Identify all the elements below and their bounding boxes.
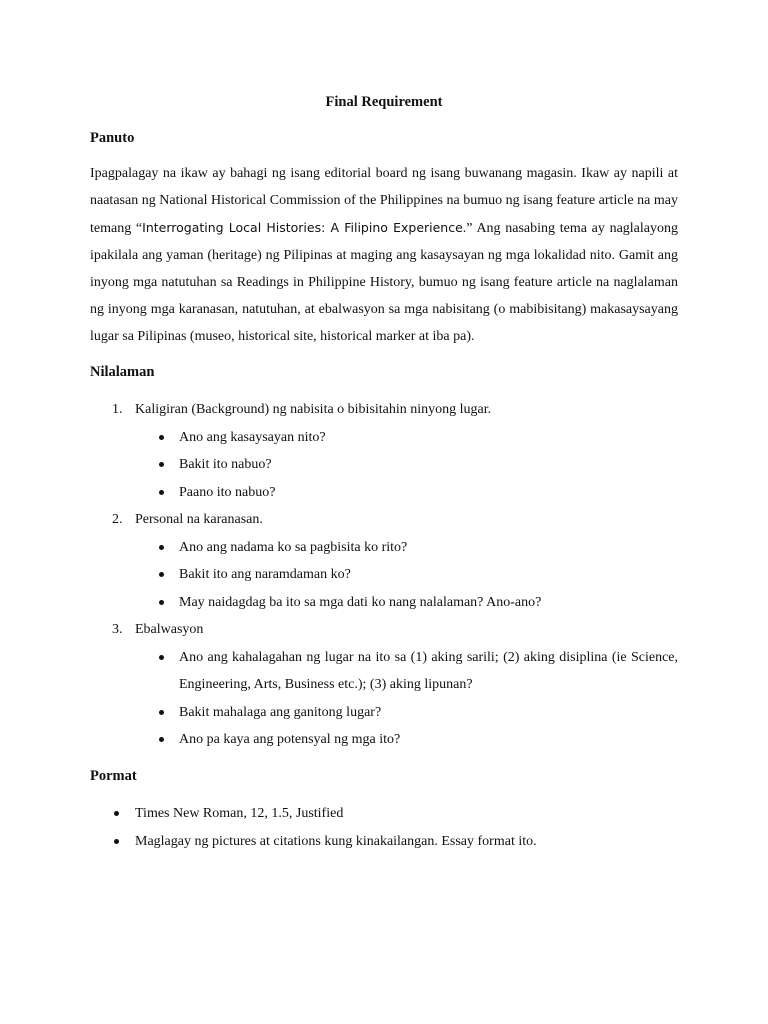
sub-bullet-list	[135, 534, 678, 617]
document-title: Final Requirement	[325, 94, 443, 110]
item-label: Personal na karanasan.	[135, 512, 263, 527]
document-page	[90, 88, 678, 856]
bullet-text: Paano ito nabuo?	[179, 484, 276, 500]
panuto-paragraph	[90, 160, 678, 350]
list-item	[135, 699, 678, 727]
list-item	[135, 451, 678, 479]
nilalaman-item-1	[90, 396, 678, 506]
pormat-list	[90, 800, 678, 856]
bullet-text: Ano ang kahalagahan ng lugar na ito sa (1) aking sarili; (2) aking disiplina (ie Science, Engineering, Arts, Business etc.); (3) aking lipunan?	[179, 649, 678, 692]
sub-bullet-list	[135, 644, 678, 754]
bullet-icon	[159, 572, 164, 577]
panuto-heading: Panuto	[90, 130, 135, 146]
item-number: 1.	[112, 402, 123, 417]
sub-bullet-list	[135, 424, 678, 507]
nilalaman-item-2	[90, 506, 678, 616]
bullet-icon	[159, 655, 164, 660]
nilalaman-heading: Nilalaman	[90, 364, 155, 380]
item-label: Kaligiran (Background) ng nabisita o bibisitahin ninyong lugar.	[135, 402, 492, 417]
nilalaman-list	[90, 396, 678, 754]
bullet-text: Ano pa kaya ang potensyal ng mga ito?	[179, 732, 401, 747]
list-item	[90, 800, 678, 828]
panuto-theme: Interrogating Local Histories: A Filipino Experience	[142, 220, 463, 235]
bullet-icon	[159, 737, 164, 742]
bullet-text: Ano ang nadama ko sa pagbisita ko rito?	[179, 539, 408, 555]
list-item	[135, 561, 678, 589]
bullet-icon	[159, 490, 164, 495]
bullet-icon	[114, 839, 119, 844]
pormat-heading: Pormat	[90, 767, 137, 784]
bullet-text: Bakit ito nabuo?	[179, 457, 272, 472]
bullet-text: Maglagay ng pictures at citations kung kinakailangan. Essay format ito.	[135, 833, 537, 849]
bullet-icon	[159, 600, 164, 605]
bullet-icon	[159, 435, 164, 440]
bullet-icon	[114, 811, 119, 816]
bullet-icon	[159, 462, 164, 467]
bullet-icon	[159, 545, 164, 550]
list-item	[135, 589, 678, 617]
bullet-text: Bakit ito ang naramdaman ko?	[179, 567, 351, 582]
bullet-icon	[159, 710, 164, 715]
list-item	[135, 644, 678, 699]
bullet-text: May naidagdag ba ito sa mga dati ko nang nalalaman? Ano-ano?	[179, 594, 542, 610]
list-item	[135, 479, 678, 507]
item-number: 3.	[112, 622, 123, 637]
panuto-text-before: Ipagpalagay na ikaw ay bahagi ng isang editorial board ng isang buwanang magasin. Ikaw ay napili at naatasan ng National Historical Commission of the Philippines na bumuo ng isang feature article na may temang “	[90, 166, 678, 236]
list-item	[135, 424, 678, 452]
item-label: Ebalwasyon	[135, 622, 204, 637]
list-item	[90, 828, 678, 856]
bullet-text: Ano ang kasaysayan nito?	[179, 429, 326, 445]
nilalaman-item-3	[90, 616, 678, 754]
item-number: 2.	[112, 512, 123, 527]
bullet-text: Bakit mahalaga ang ganitong lugar?	[179, 704, 382, 720]
bullet-text: Times New Roman, 12, 1.5, Justified	[135, 805, 344, 821]
list-item	[135, 726, 678, 754]
panuto-text-after: .” Ang nasabing tema ay naglalayong ipakilala ang yaman (heritage) ng Pilipinas at maging ang kasaysayan ng mga lokalidad nito. Gamit ang inyong mga natutuhan sa Readings in Philippine History, bumuo ng isang feature article na naglalaman ng inyong mga karanasan, natutuhan, at ebalwasyon sa mga nabisitang (o mabibisitang) makasaysayang lugar sa Pilipinas (museo, historical site, historical marker at iba pa).	[90, 221, 678, 344]
list-item	[135, 534, 678, 562]
